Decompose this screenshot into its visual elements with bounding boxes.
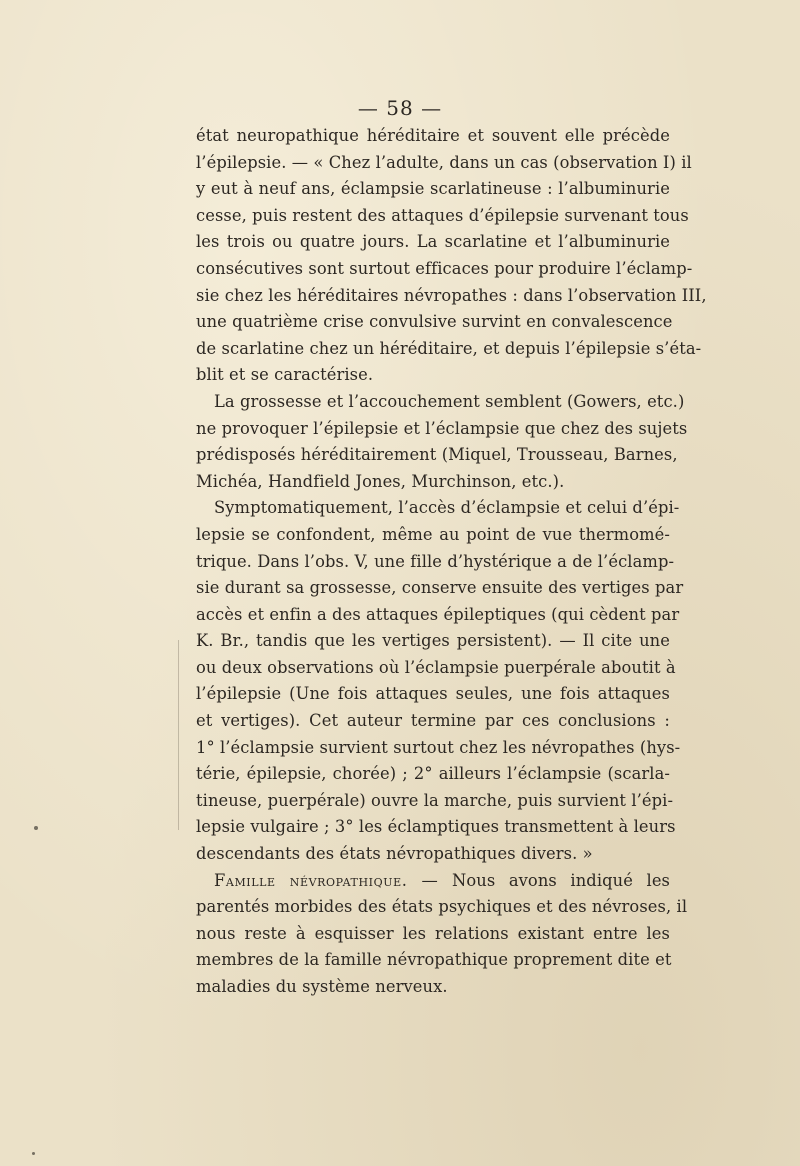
text-line: Michéa, Handfield Jones, Murchinson, etc.).: [196, 471, 565, 491]
text-line: tineuse, puerpérale) ouvre la marche, puis survient l’épi-: [196, 790, 674, 810]
text-line: Symptomatiquement, l’accès d’éclampsie et celui d’épi-: [214, 498, 680, 518]
text-line: et vertiges). Cet auteur termine par ces conclusions :: [196, 711, 670, 731]
text-line: état neuropathique héréditaire et souvent elle précède: [196, 126, 670, 145]
text-line: y eut à neuf ans, éclampsie scarlatineuse : l’albuminurie: [196, 179, 670, 199]
page-number: — 58 —: [357, 96, 443, 120]
section-heading: Famille névropathique. —: [214, 870, 439, 890]
text-line: sie durant sa grossesse, conserve ensuite des vertiges par: [196, 578, 684, 598]
text-line: les trois ou quatre jours. La scarlatine et l’albuminurie: [196, 232, 670, 252]
text-line: cesse, puis restent des attaques d’épilepsie survenant tous: [196, 205, 689, 225]
text-line: maladies du système nerveux.: [196, 977, 448, 996]
section-line: [196, 868, 670, 895]
text-line: accès et enfin a des attaques épileptiques (qui cèdent par: [196, 604, 680, 624]
text-line: 1° l’éclampsie survient surtout chez les névropathes (hys-: [196, 737, 681, 757]
text-line: sie chez les héréditaires névropathes : dans l’observation III,: [196, 285, 707, 305]
text-line: parentés morbides des états psychiques et des névroses, il: [196, 897, 688, 917]
text-line: Nous avons indiqué les: [452, 870, 671, 890]
text-line: ou deux observations où l’éclampsie puerpérale aboutit à: [196, 657, 676, 677]
text-line: membres de la famille névropathique proprement dite et: [196, 950, 672, 970]
text-line: de scarlatine chez un héréditaire, et depuis l’épilepsie s’éta-: [196, 338, 702, 358]
paper-speck: [32, 1152, 35, 1155]
text-line: lepsie vulgaire ; 3° les éclamptiques transmettent à leurs: [196, 817, 676, 837]
text-line: nous reste à esquisser les relations existant entre les: [196, 923, 670, 943]
text-line: ne provoquer l’épilepsie et l’éclampsie que chez des sujets: [196, 418, 688, 438]
margin-pencil-mark: [178, 640, 179, 830]
text-line: l’épilepsie. — « Chez l’adulte, dans un cas (observation I) il: [196, 152, 692, 172]
text-line: La grossesse et l’accouchement semblent (Gowers, etc.): [214, 391, 685, 411]
text-line: trique. Dans l’obs. V, une fille d’hystérique a de l’éclamp-: [196, 551, 675, 571]
text-line: descendants des états névropathiques divers. »: [196, 844, 593, 864]
text-line: consécutives sont surtout efficaces pour produire l’éclamp-: [196, 258, 693, 278]
text-line: l’épilepsie (Une fois attaques seules, une fois attaques: [196, 684, 670, 704]
text-line: blit et se caractérise.: [196, 365, 374, 385]
text-line: lepsie se confondent, même au point de vue thermomé-: [196, 524, 670, 544]
paper-speck: [34, 826, 38, 830]
body-text: [196, 123, 707, 1001]
text-line: une quatrième crise convulsive survint en convalescence: [196, 312, 673, 332]
text-line: K. Br., tandis que les vertiges persistent). — Il cite une: [196, 631, 670, 651]
text-line: prédisposés héréditairement (Miquel, Trousseau, Barnes,: [196, 445, 678, 465]
text-line: térie, épilepsie, chorée) ; 2° ailleurs l’éclampsie (scarla-: [196, 764, 670, 784]
